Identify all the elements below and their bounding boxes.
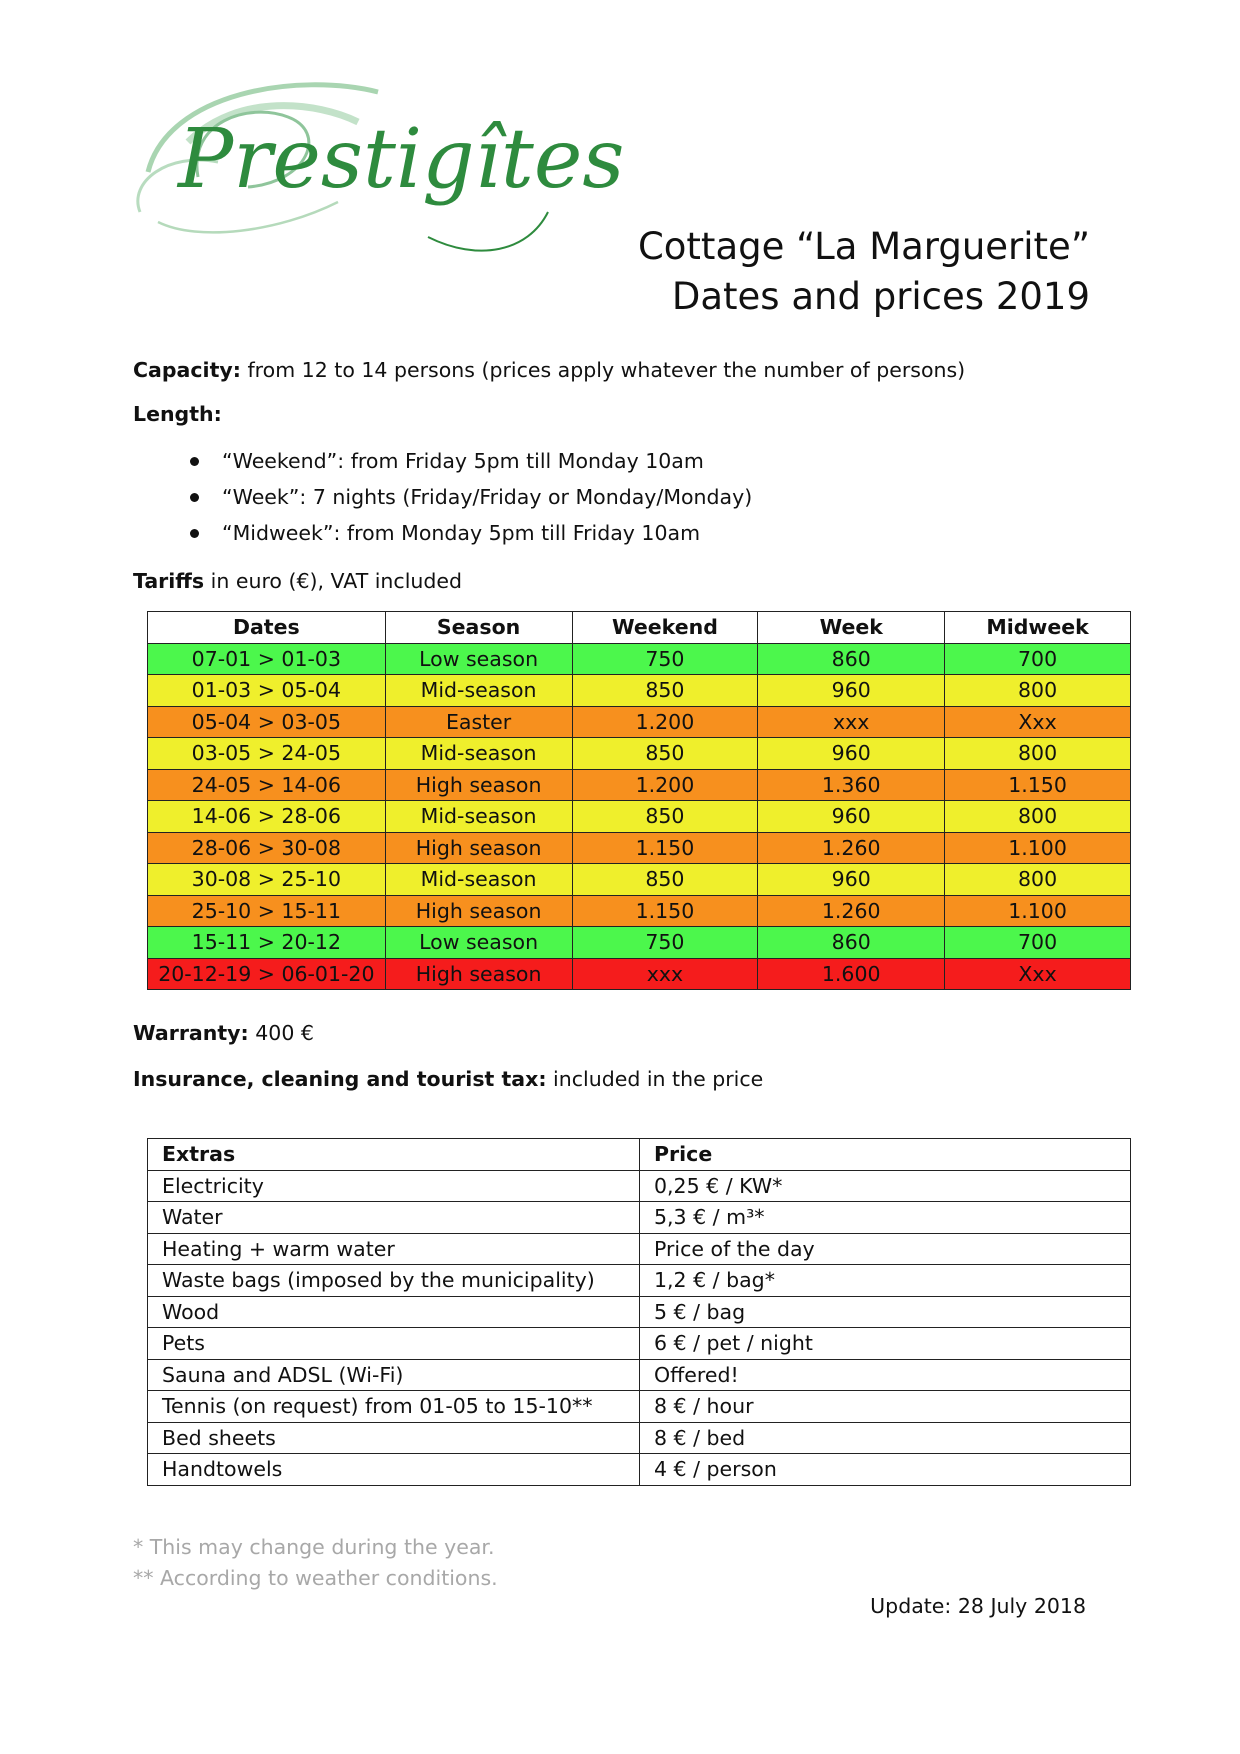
table-row: Heating + warm water Price of the day [148,1233,1131,1265]
extras-table [147,1138,1131,1486]
insurance-line [133,1066,763,1092]
tariffs-label: Tariffs [133,569,205,593]
list-item: “Week”: 7 nights (Friday/Friday or Monday/Monday) [190,484,752,520]
svg-text:Prestigîtes: Prestigîtes [178,112,625,207]
warranty-text: 400 € [248,1021,314,1045]
table-row: 24-05 > 14-06 High season 1.200 1.360 1.150 [148,769,1131,801]
column-header-dates: Dates [148,612,386,644]
table-row: Waste bags (imposed by the municipality) 1,2 € / bag* [148,1265,1131,1297]
table-row: Electricity 0,25 € / KW* [148,1170,1131,1202]
table-row: Bed sheets 8 € / bed [148,1422,1131,1454]
page-subtitle: Dates and prices 2019 [671,275,1090,318]
table-row: 20-12-19 > 06-01-20 High season xxx 1.600 Xxx [148,958,1131,990]
length-list [190,448,752,556]
table-row: 14-06 > 28-06 Mid-season 850 960 800 [148,801,1131,833]
insurance-label: Insurance, cleaning and tourist tax: [133,1067,547,1091]
tariffs-line [133,568,462,594]
bullet-icon [190,529,199,538]
table-row: 30-08 > 25-10 Mid-season 850 960 800 [148,864,1131,896]
tariffs-table [147,611,1131,990]
length-line [133,401,222,427]
table-row: Handtowels 4 € / person [148,1454,1131,1486]
list-item: “Midweek”: from Monday 5pm till Friday 10am [190,520,752,556]
list-item: “Weekend”: from Friday 5pm till Monday 10am [190,448,752,484]
column-header-weekend: Weekend [572,612,758,644]
table-row: 03-05 > 24-05 Mid-season 850 960 800 [148,738,1131,770]
length-label: Length: [133,402,222,426]
table-header-row [148,612,1131,644]
footnote: ** According to weather conditions. [133,1566,498,1590]
table-row: 01-03 > 05-04 Mid-season 850 960 800 [148,675,1131,707]
column-header-season: Season [385,612,572,644]
table-row: Tennis (on request) from 01-05 to 15-10** 8 € / hour [148,1391,1131,1423]
footnotes [133,1532,498,1594]
table-row: Water 5,3 € / m³* [148,1202,1131,1234]
title-block [638,222,1090,322]
table-row: 05-04 > 03-05 Easter 1.200 xxx Xxx [148,706,1131,738]
table-row: 25-10 > 15-11 High season 1.150 1.260 1.100 [148,895,1131,927]
capacity-line [133,357,965,383]
table-row: Sauna and ADSL (Wi-Fi) Offered! [148,1359,1131,1391]
page-title: Cottage “La Marguerite” [637,225,1090,268]
table-row: Wood 5 € / bag [148,1296,1131,1328]
bullet-icon [190,457,199,466]
tariffs-text: in euro (€), VAT included [204,569,463,593]
column-header-week: Week [758,612,945,644]
prestigites-logo [128,62,668,262]
table-row: Pets 6 € / pet / night [148,1328,1131,1360]
column-header-midweek: Midweek [945,612,1131,644]
warranty-line [133,1020,314,1046]
table-header-row [148,1139,1131,1171]
column-header-price: Price [640,1139,1131,1171]
footnote: * This may change during the year. [133,1535,495,1559]
table-row: 15-11 > 20-12 Low season 750 860 700 [148,927,1131,959]
bullet-icon [190,493,199,502]
capacity-label: Capacity: [133,358,241,382]
insurance-text: included in the price [546,1067,764,1091]
warranty-label: Warranty: [133,1021,249,1045]
update-date: Update: 28 July 2018 [870,1594,1086,1618]
table-row: 07-01 > 01-03 Low season 750 860 700 [148,643,1131,675]
column-header-extras: Extras [148,1139,640,1171]
table-row: 28-06 > 30-08 High season 1.150 1.260 1.100 [148,832,1131,864]
capacity-text: from 12 to 14 persons (prices apply whatever the number of persons) [240,358,966,382]
